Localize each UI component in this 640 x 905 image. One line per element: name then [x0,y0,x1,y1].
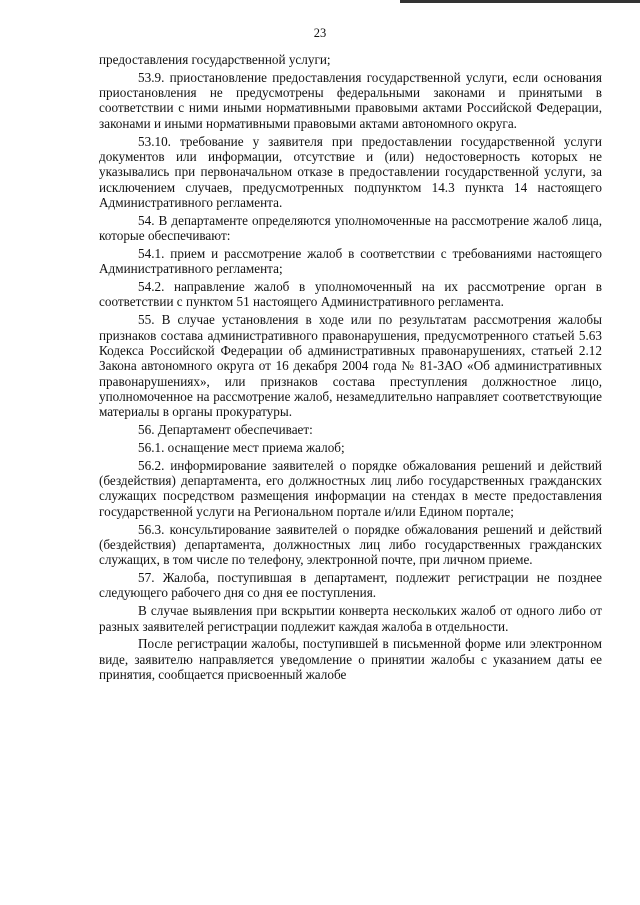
paragraph-55: 55. В случае установления в ходе или по результатам рассмотрения жалобы признаков состава административного правонарушения, предусмотренного статьей 5.63 Кодекса Российской Федерации об административных правонарушениях, статьей 2.12 Закона автономного округа от 16 декабря 2004 года № 81-ЗАО «Об административных правонарушениях», или признаков состава преступления должностное лицо, уполномоченное на рассмотрение жалоб, незамедлительно направляет соответствующие материалы в органы прокуратуры. [99,312,602,420]
page-number: 23 [313,26,327,40]
scan-edge-mark [400,0,640,9]
paragraph-56-2: 56.2. информирование заявителей о порядке обжалования решений и действий (бездействия) департамента, его должностных лиц либо государственных гражданских служащих посредством размещения информации на стендах в месте предоставления государственной услуги на Региональном портале и/или Едином портале; [99,457,602,519]
paragraph-57-multiple-complaints: В случае выявления при вскрытии конверта нескольких жалоб от одного либо от разных заявителей регистрации подлежит каждая жалоба в отдельности. [99,603,602,634]
paragraph-54: 54. В департаменте определяются уполномоченные на рассмотрение жалоб лица, которые обеспечивают: [99,212,602,244]
paragraph-57: 57. Жалоба, поступившая в департамент, подлежит регистрации не позднее следующего рабочего дня со дня ее поступления. [99,570,602,601]
paragraph-53-9: 53.9. приостановление предоставления государственной услуги, если основания приостановления не предусмотрены федеральными законами и принятыми в соответствии с ними иными нормативными правовыми актами Российской Федерации, законами и иными нормативными правовыми актами автономного округа. [99,69,602,131]
paragraph-continuation: предоставления государственной услуги; [99,52,331,67]
paragraph-56: 56. Департамент обеспечивает: [138,421,313,437]
paragraph-57-registration-notice: После регистрации жалобы, поступившей в письменной форме или электронном виде, заявителю направляется уведомление о принятии жалобы с указанием даты ее принятия, сообщается присвоенный жалобе [99,636,602,682]
paragraph-54-2: 54.2. направление жалоб в уполномоченный на их рассмотрение орган в соответствии с пунктом 51 настоящего Административного регламента. [99,279,602,310]
paragraph-56-1: 56.1. оснащение мест приема жалоб; [138,439,345,455]
paragraph-54-1: 54.1. прием и рассмотрение жалоб в соответствии с требованиями настоящего Административного регламента; [99,245,602,277]
paragraph-56-3: 56.3. консультирование заявителей о порядке обжалования решений и действий (бездействия) департамента, должностных лиц либо государственных гражданских служащих, в том числе по телефону, электронной почте, при личном приеме. [99,521,602,568]
paragraph-53-10: 53.10. требование у заявителя при предоставлении государственной услуги документов или информации, отсутствие и (или) недостоверность которых не указывались при первоначальном отказе в предоставлении государственной услуги, за исключением случаев, предусмотренных подпунктом 14.3 пункта 14 настоящего Административного регламента. [99,133,602,210]
document-body [99,52,602,685]
